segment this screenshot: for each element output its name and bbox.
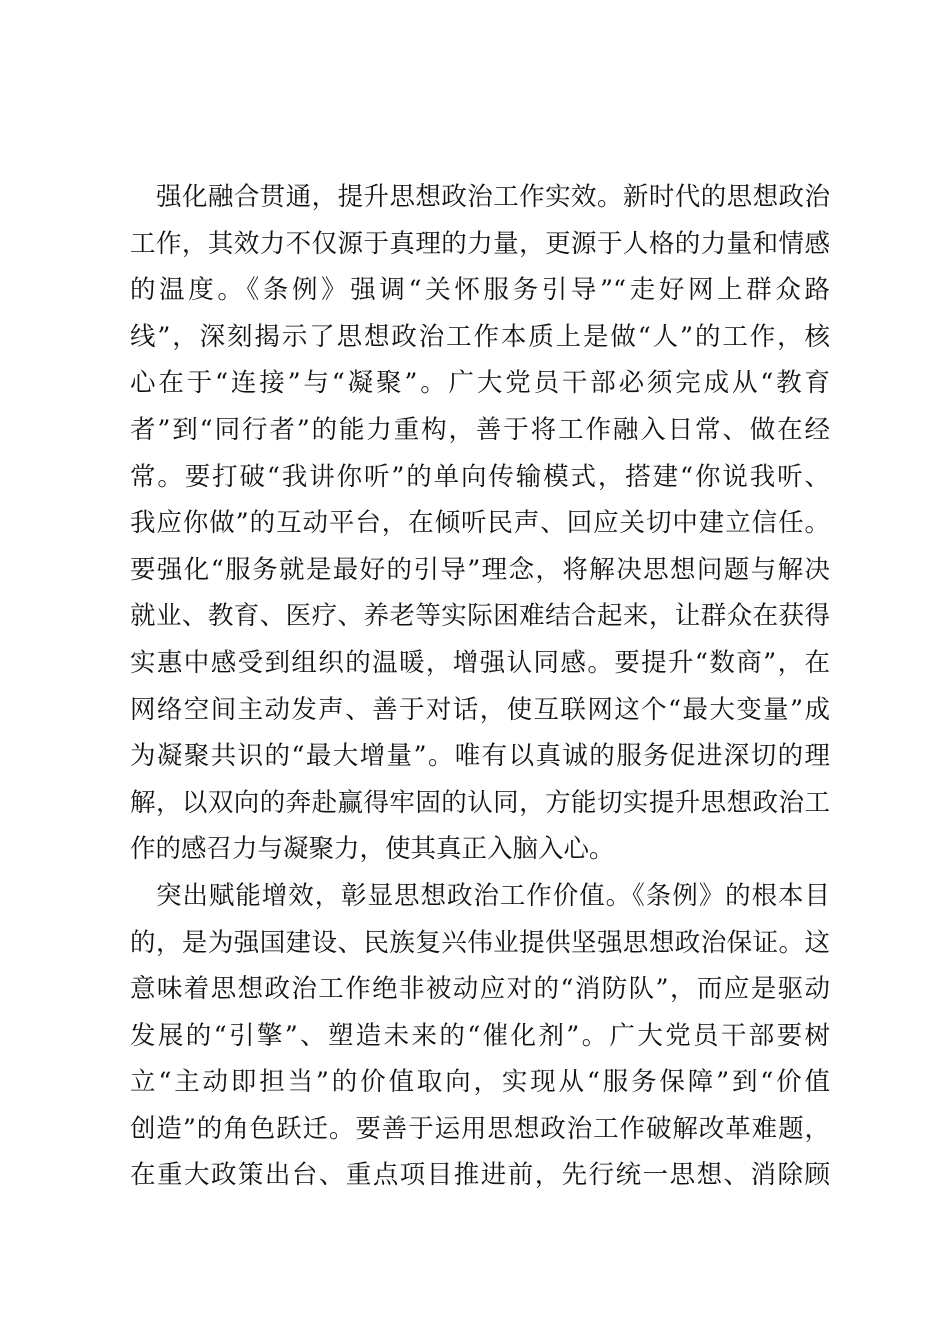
text-line: 解，以双向的奔赴赢得牢固的认同，方能切实提升思想政治工 (130, 787, 830, 818)
text-line: 立“主动即担当”的价值取向，实现从“服务保障”到“价值 (130, 1067, 830, 1098)
text-line: 要强化“服务就是最好的引导”理念，将解决思想问题与解决 (130, 554, 830, 585)
paragraph (130, 873, 830, 1199)
text-line: 强化融合贯通，提升思想政治工作实效。新时代的思想政治 (156, 182, 830, 212)
text-line: 者”到“同行者”的能力重构，善于将工作融入日常、做在经 (130, 414, 830, 445)
text-line: 线”，深刻揭示了思想政治工作本质上是做“人”的工作，核 (130, 321, 830, 352)
text-line: 心在于“连接”与“凝聚”。广大党员干部必须完成从“教育 (130, 368, 830, 399)
text-line: 意味着思想政治工作绝非被动应对的“消防队”，而应是驱动 (130, 974, 830, 1005)
text-line: 创造”的角色跃迁。要善于运用思想政治工作破解改革难题， (130, 1113, 830, 1144)
text-line: 为凝聚共识的“最大增量”。唯有以真诚的服务促进深切的理 (130, 741, 830, 772)
text-line: 工作，其效力不仅源于真理的力量，更源于人格的力量和情感 (130, 228, 830, 259)
text-line: 就业、教育、医疗、养老等实际困难结合起来，让群众在获得 (130, 601, 830, 632)
text-line: 的温度。《条例》强调“关怀服务引导”“走好网上群众路 (130, 275, 830, 306)
text-line: 作的感召力与凝聚力，使其真正入脑入心。 (130, 834, 615, 865)
text-line: 突出赋能增效，彰显思想政治工作价值。《条例》的根本目 (156, 880, 830, 911)
text-line: 的，是为强国建设、民族复兴伟业提供坚强思想政治保证。这 (130, 927, 830, 958)
paragraph (130, 174, 830, 873)
text-line: 常。要打破“我讲你听”的单向传输模式，搭建“你说我听、 (130, 461, 830, 492)
document-page (130, 174, 830, 1199)
text-line: 在重大政策出台、重点项目推进前，先行统一思想、消除顾 (130, 1160, 830, 1191)
text-line: 发展的“引擎”、塑造未来的“催化剂”。广大党员干部要树 (130, 1020, 830, 1051)
text-line: 我应你做”的互动平台，在倾听民声、回应关切中建立信任。 (130, 508, 830, 539)
text-line: 网络空间主动发声、善于对话，使互联网这个“最大变量”成 (130, 694, 830, 725)
text-line: 实惠中感受到组织的温暖，增强认同感。要提升“数商”，在 (130, 647, 830, 678)
